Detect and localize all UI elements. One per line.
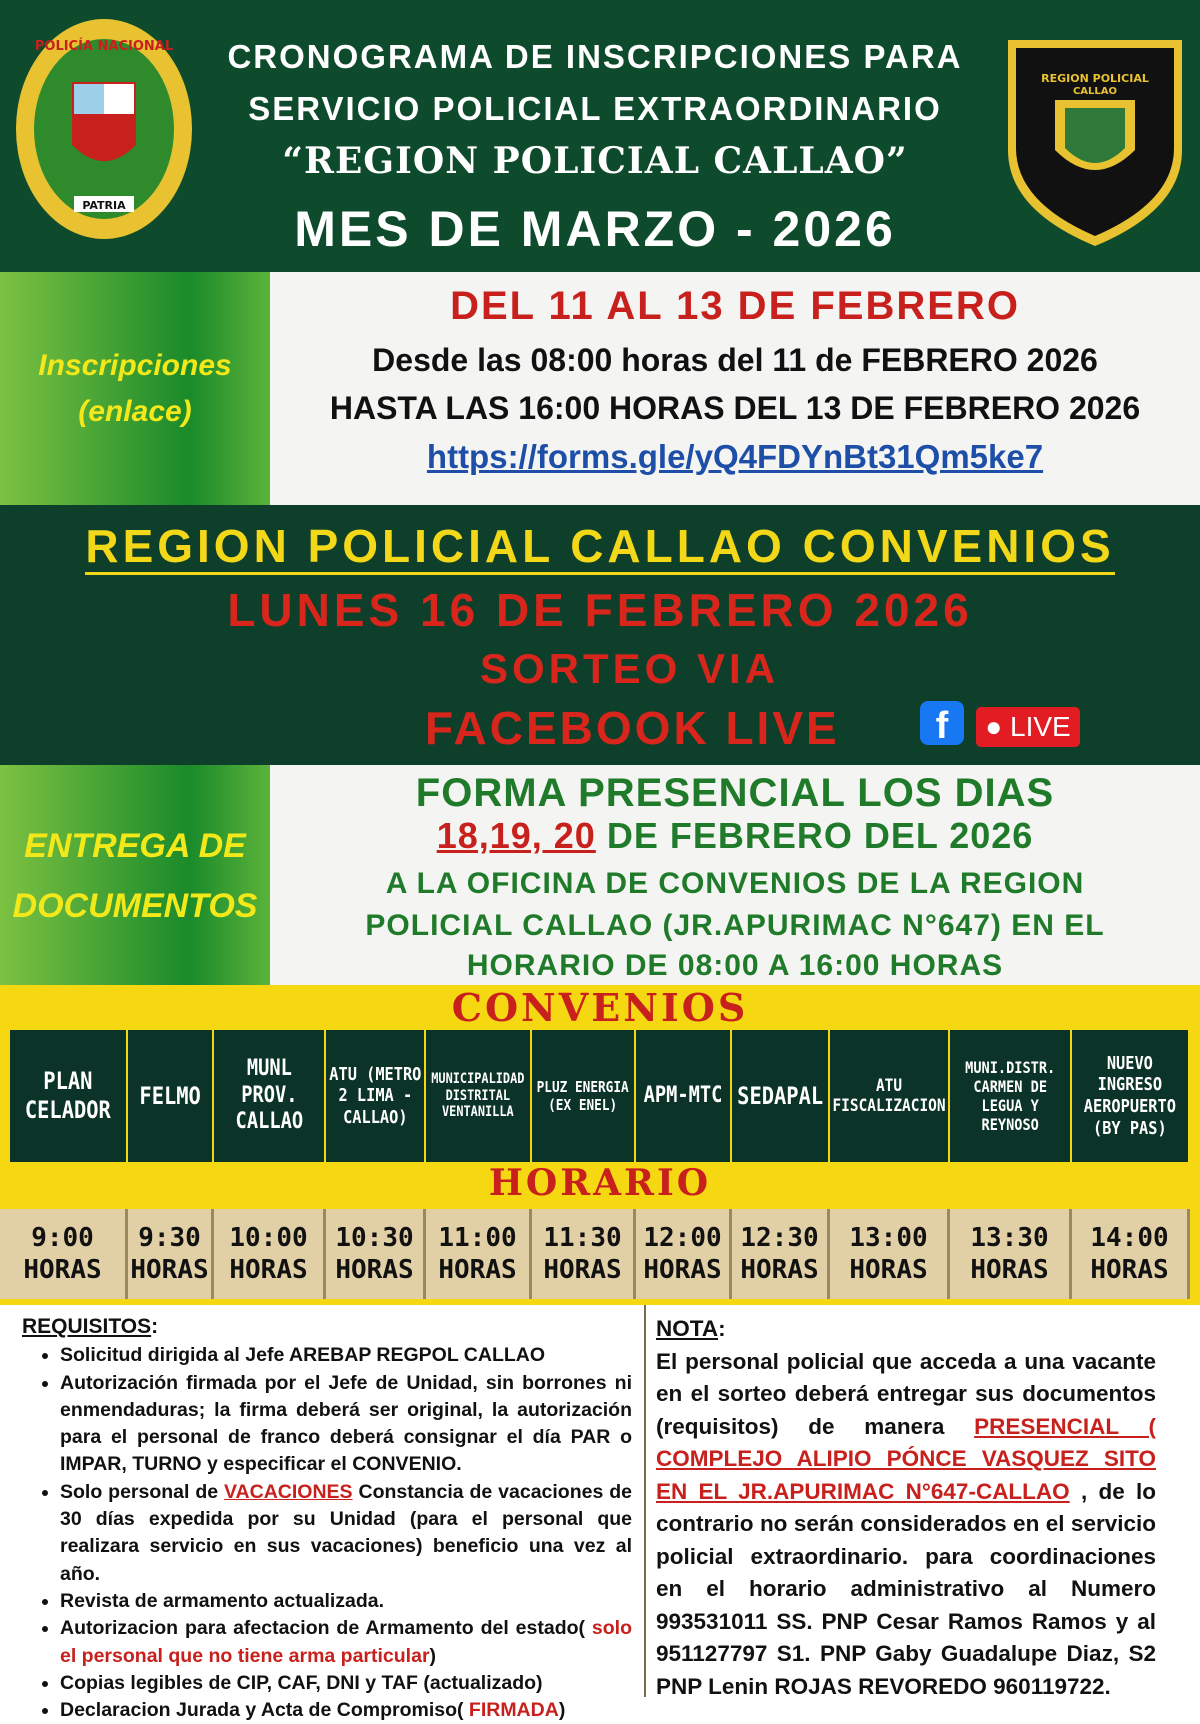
horario-cell bbox=[128, 1209, 214, 1299]
live-badge-label: LIVE bbox=[1010, 711, 1071, 742]
header-month-title: MES DE MARZO - 2026 bbox=[294, 201, 896, 257]
info-section bbox=[0, 1305, 1200, 1722]
entrega-line-3: A LA OFICINA DE CONVENIOS DE LA REGION bbox=[385, 867, 1085, 900]
column-divider bbox=[644, 1305, 646, 1697]
nota-address: PRESENCIAL ( COMPLEJO ALIPIO PÓNCE VASQUEZ SITO EN EL JR.APURIMAC N°647-CALLAO bbox=[656, 1413, 1156, 1504]
convenio-name: NUEVO INGRESO AEROPUERTO (BY PAS) bbox=[1083, 1052, 1177, 1139]
text: ) bbox=[429, 1644, 437, 1667]
svg-text:POLICÍA NACIONAL: POLICÍA NACIONAL bbox=[34, 39, 174, 54]
horario-heading: HORARIO bbox=[0, 1162, 1200, 1205]
horario-unit: HORAS bbox=[849, 1255, 928, 1285]
pnp-emblem-logo bbox=[12, 14, 197, 244]
horario-row bbox=[0, 1205, 1200, 1305]
horario-time: 13:00 bbox=[849, 1222, 928, 1253]
text: Solo personal de bbox=[60, 1480, 224, 1503]
convenio-name: SEDAPAL bbox=[737, 1081, 823, 1110]
region-callao-shield-logo bbox=[1000, 30, 1190, 250]
inscripciones-section bbox=[0, 272, 1200, 505]
facebook-live-text: FACEBOOK LIVE bbox=[425, 702, 840, 754]
registration-form-link[interactable]: https://forms.gle/yQ4FDYnBt31Qm5ke7 bbox=[426, 438, 1044, 475]
convenio-name: MUNI.DISTR. CARMEN DE LEGUA Y REYNOSO bbox=[964, 1057, 1056, 1135]
requisito-item bbox=[60, 1479, 632, 1588]
entrega-line-5: HORARIO DE 08:00 A 16:00 HORAS bbox=[466, 949, 1004, 982]
svg-text:REGION POLICIAL: REGION POLICIAL bbox=[1041, 72, 1149, 85]
convenio-header-cell bbox=[326, 1030, 426, 1162]
header-line-1: CRONOGRAMA DE INSCRIPCIONES PARA bbox=[227, 38, 963, 75]
horario-time: 11:00 bbox=[438, 1222, 517, 1253]
horario-cell bbox=[426, 1209, 532, 1299]
entrega-days: 18,19, 20 bbox=[436, 815, 596, 856]
highlight: FIRMADA bbox=[468, 1699, 559, 1722]
header-line-3: “REGION POLICIAL CALLAO” bbox=[282, 140, 908, 182]
requisitos-title: REQUISITOS bbox=[22, 1315, 152, 1338]
convenio-header-cell bbox=[950, 1030, 1072, 1162]
text: Constancia de vacaciones de 30 días expedida por su Unidad (para el personal que realizara servicio en sus vacaciones) beneficio una vez al año. bbox=[60, 1480, 632, 1585]
requisito-item: • Autorización firmada por el Jefe de Unidad, sin borrones ni enmendaduras; la firma deberá ser original, la autorización para el personal de franco deberá consignar el día PAR o IMPAR, TURNO y especificar el CONVENIO. bbox=[60, 1370, 632, 1479]
text: ) bbox=[558, 1699, 566, 1722]
requisito-item bbox=[60, 1615, 632, 1670]
entrega-documentos-section bbox=[0, 765, 1200, 987]
header bbox=[0, 0, 1200, 272]
entrega-line-1: FORMA PRESENCIAL LOS DIAS bbox=[415, 771, 1055, 815]
convenio-name: FELMO bbox=[139, 1081, 201, 1110]
requisitos-panel: REQUISITOS: • Solicitud dirigida al Jefe AREBAP REGPOL CALLAO • Autorización firmada por el Jefe de Unidad, sin borrones ni enmendaduras; la firma deberá ser original, la autorización para el personal de franco deberá consignar el día PAR o IMPAR, TURNO y especificar el CONVENIO. • Solo personal de VACACIONES Constancia de vacaciones de 30 días expedida por su Unidad (para el personal que realizara servicio en sus vacaciones) beneficio una vez al año. • Revista de armamento actualizada. • Autorizacion para afectacion de Armamento del estado( solo el personal que no tiene arma particular) • Copias legibles de CIP, CAF, DNI y TAF (actualizado) • Declaracion Jurada y Acta de Compromiso( FIRMADA) bbox=[22, 1313, 632, 1724]
horario-time: 11:30 bbox=[543, 1222, 622, 1253]
horario-cell bbox=[0, 1209, 128, 1299]
convenios-banner-title: REGION POLICIAL CALLAO CONVENIOS bbox=[85, 520, 1114, 575]
convenio-name: ATU (METRO 2 LIMA - CALLAO) bbox=[328, 1063, 422, 1128]
text: Autorizacion para afectacion de Armamento del estado( bbox=[60, 1617, 592, 1640]
convenio-name: APM-MTC bbox=[643, 1082, 723, 1108]
svg-text:PATRIA: PATRIA bbox=[82, 199, 126, 212]
horario-unit: HORAS bbox=[543, 1255, 622, 1285]
side-label-line: Inscripciones bbox=[38, 348, 232, 382]
inscripciones-side-label bbox=[0, 272, 270, 505]
requisito-item: • Revista de armamento actualizada. bbox=[60, 1588, 632, 1615]
convenio-header-cell bbox=[732, 1030, 830, 1162]
convenios-table-header bbox=[0, 1030, 1200, 1162]
sorteo-date: LUNES 16 DE FEBRERO 2026 bbox=[227, 584, 973, 636]
highlight: solo el personal que no tiene arma particular bbox=[60, 1617, 632, 1667]
horario-unit: HORAS bbox=[970, 1255, 1049, 1285]
convenio-header-cell bbox=[636, 1030, 732, 1162]
nota-text: El personal policial que acceda a una vacante en el sorteo deberá entregar sus documentos (requisitos) de manera bbox=[656, 1348, 1156, 1439]
horario-cell bbox=[636, 1209, 732, 1299]
convenio-header-cell bbox=[10, 1030, 128, 1162]
horario-cell bbox=[532, 1209, 636, 1299]
horario-cell bbox=[1072, 1209, 1190, 1299]
horario-cell bbox=[950, 1209, 1072, 1299]
horario-unit: HORAS bbox=[335, 1255, 414, 1285]
side-label-line: DOCUMENTOS bbox=[12, 887, 258, 925]
live-badge: ● LIVE bbox=[976, 707, 1080, 747]
nota-panel: NOTA: El personal policial que acceda a una vacante en el sorteo deberá entregar sus documentos (requisitos) de manera PRESENCIAL ( COMPLEJO ALIPIO PÓNCE VASQUEZ SITO EN EL JR.APURIMAC N°647-CALLAO , de lo contrario no serán considerados en el servicio policial extraordinario. para coordinaciones en el horario administrativo al Numero 993531011 SS. PNP Cesar Ramos Ramos y al 951127797 S1. PNP Gaby Guadalupe Diaz, S2 PNP Lenin ROJAS REVOREDO 960119722. bbox=[656, 1316, 1156, 1699]
horario-time: 12:00 bbox=[643, 1222, 722, 1253]
side-label-line: (enlace) bbox=[78, 394, 192, 428]
convenio-header-cell bbox=[426, 1030, 532, 1162]
horario-unit: HORAS bbox=[1090, 1255, 1169, 1285]
sorteo-via: SORTEO VIA bbox=[480, 645, 780, 692]
nota-text: , de lo contrario no serán considerados en el servicio policial extraordinario. para coordinaciones en el horario administrativo al Numero 993531011 SS. PNP Cesar Ramos Ramos y al 951127797 S1. PNP Gaby Guadalupe Diaz, S2 PNP Lenin ROJAS REVOREDO 960119722. bbox=[656, 1478, 1156, 1699]
text: Declaracion Jurada y Acta de Compromiso( bbox=[60, 1699, 469, 1722]
convenio-header-cell bbox=[214, 1030, 326, 1162]
convenio-header-cell bbox=[1072, 1030, 1190, 1162]
inscripciones-dates: DEL 11 AL 13 DE FEBRERO bbox=[450, 284, 1020, 328]
facebook-icon: f bbox=[920, 701, 964, 745]
horario-unit: HORAS bbox=[23, 1255, 102, 1285]
convenio-name: MUNL PROV. CALLAO bbox=[235, 1056, 303, 1135]
svg-text:CALLAO: CALLAO bbox=[1072, 86, 1118, 97]
horario-cell bbox=[214, 1209, 326, 1299]
horario-cell bbox=[326, 1209, 426, 1299]
horario-time: 13:30 bbox=[970, 1222, 1049, 1253]
horario-unit: HORAS bbox=[643, 1255, 722, 1285]
convenio-name: MUNICIPALIDAD DISTRITAL VENTANILLA bbox=[431, 1070, 525, 1121]
convenio-header-cell bbox=[532, 1030, 636, 1162]
inscripciones-from: Desde las 08:00 horas del 11 de FEBRERO 2026 bbox=[372, 342, 1098, 378]
convenio-name: PLAN CELADOR bbox=[25, 1067, 111, 1124]
requisito-item: • Solicitud dirigida al Jefe AREBAP REGPOL CALLAO bbox=[60, 1342, 632, 1369]
horario-cell bbox=[830, 1209, 950, 1299]
horario-unit: HORAS bbox=[438, 1255, 517, 1285]
horario-time: 12:30 bbox=[740, 1222, 819, 1253]
side-label-line: ENTREGA DE bbox=[24, 827, 246, 865]
horario-time: 10:00 bbox=[229, 1222, 308, 1253]
horario-time: 9:30 bbox=[138, 1222, 201, 1253]
requisito-item: • Copias legibles de CIP, CAF, DNI y TAF (actualizado) bbox=[60, 1670, 632, 1697]
entrega-month: DE FEBRERO DEL 2026 bbox=[595, 815, 1034, 856]
nota-title: NOTA bbox=[656, 1316, 719, 1341]
entrega-line-2 bbox=[270, 815, 1200, 857]
horario-time: 10:30 bbox=[335, 1222, 414, 1253]
convenio-name: PLUZ ENERGIA (EX ENEL) bbox=[536, 1078, 630, 1114]
highlight: VACACIONES bbox=[224, 1480, 353, 1503]
entrega-line-4: POLICIAL CALLAO (JR.APURIMAC N°647) EN EL bbox=[365, 909, 1105, 942]
convenios-heading: CONVENIOS bbox=[0, 985, 1200, 1030]
convenio-header-cell bbox=[128, 1030, 214, 1162]
header-line-2: SERVICIO POLICIAL EXTRAORDINARIO bbox=[248, 90, 942, 127]
horario-unit: HORAS bbox=[740, 1255, 819, 1285]
convenio-header-cell bbox=[830, 1030, 950, 1162]
horario-unit: HORAS bbox=[130, 1255, 209, 1285]
convenios-banner bbox=[0, 505, 1200, 765]
horario-cell bbox=[732, 1209, 830, 1299]
horario-unit: HORAS bbox=[229, 1255, 308, 1285]
entrega-side-label bbox=[0, 765, 270, 987]
convenio-name: ATU FISCALIZACION bbox=[832, 1075, 946, 1116]
requisito-item bbox=[60, 1697, 632, 1724]
horario-time: 14:00 bbox=[1090, 1222, 1169, 1253]
inscripciones-to: HASTA LAS 16:00 HORAS DEL 13 DE FEBRERO 2026 bbox=[329, 390, 1141, 426]
horario-time: 9:00 bbox=[31, 1222, 94, 1253]
